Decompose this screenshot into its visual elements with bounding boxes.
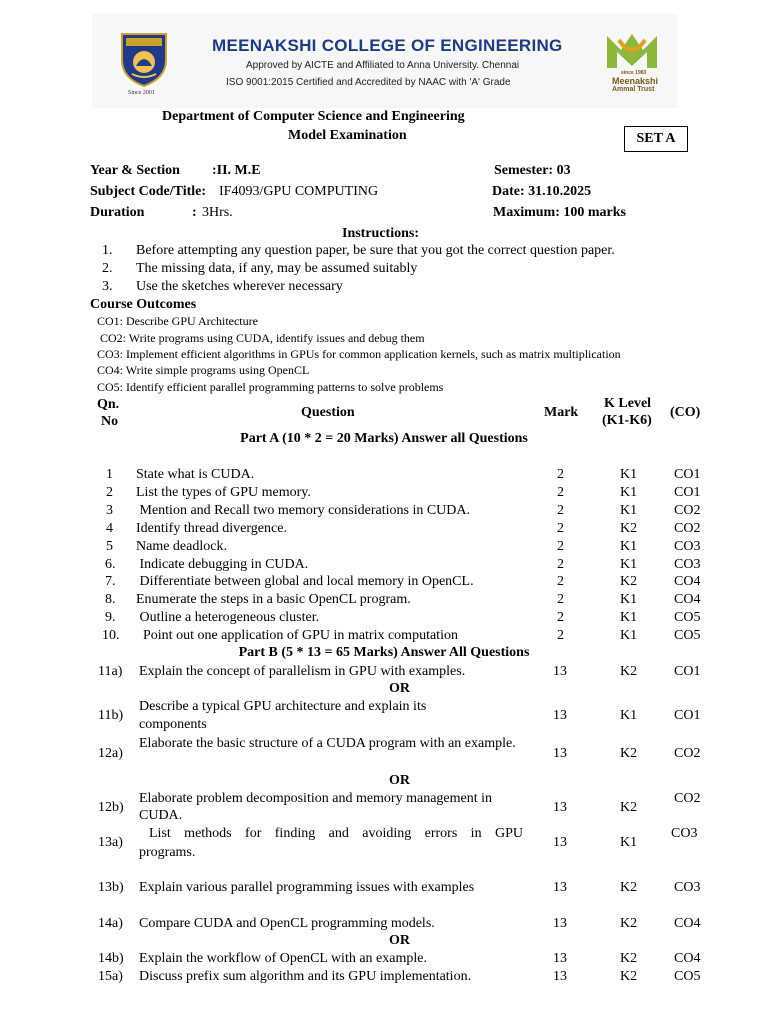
question-k-level: K2 bbox=[620, 951, 638, 966]
question-mark: 2 bbox=[557, 467, 564, 482]
question-text: Explain the concept of parallelism in GPU with examples. bbox=[139, 664, 466, 679]
question-course-outcome: CO4 bbox=[674, 951, 701, 966]
question-k-level: K1 bbox=[620, 503, 638, 518]
question-text: Compare CUDA and OpenCL programming models. bbox=[139, 916, 435, 931]
question-k-level: K2 bbox=[620, 664, 638, 679]
department-title: Department of Computer Science and Engineering bbox=[162, 109, 465, 124]
co-header: (CO) bbox=[670, 405, 701, 420]
year-section-label: Year & Section bbox=[90, 163, 180, 178]
subject-value: IF4093/GPU COMPUTING bbox=[219, 184, 379, 199]
question-text: Identify thread divergence. bbox=[136, 521, 287, 536]
question-text: Explain various parallel programming issues with examples bbox=[139, 880, 475, 895]
question-course-outcome: CO5 bbox=[674, 628, 701, 643]
question-mark: 2 bbox=[557, 485, 564, 500]
question-k-level: K1 bbox=[620, 835, 638, 850]
klevel-header-line1: K Level bbox=[604, 396, 652, 411]
question-mark: 13 bbox=[553, 708, 567, 723]
question-k-level: K1 bbox=[620, 610, 638, 625]
duration-label: Duration bbox=[90, 205, 145, 220]
instruction-text: Use the sketches wherever necessary bbox=[136, 279, 343, 294]
trust-since: since 1983 bbox=[621, 70, 647, 76]
question-course-outcome: CO2 bbox=[674, 746, 701, 761]
question-text: State what is CUDA. bbox=[136, 467, 255, 482]
exam-date: Date: 31.10.2025 bbox=[492, 184, 592, 199]
question-text: Enumerate the steps in a basic OpenCL program. bbox=[136, 592, 411, 607]
question-course-outcome: CO3 bbox=[671, 826, 698, 841]
question-number: 12b) bbox=[98, 800, 124, 815]
question-k-level: K2 bbox=[620, 880, 638, 895]
question-course-outcome: CO1 bbox=[674, 467, 701, 482]
instruction-number: 2. bbox=[102, 261, 113, 276]
question-k-level: K1 bbox=[620, 708, 638, 723]
question-course-outcome: CO4 bbox=[674, 574, 701, 589]
or-separator: OR bbox=[389, 933, 410, 948]
question-course-outcome: CO2 bbox=[674, 503, 701, 518]
college-name: MEENAKSHI COLLEGE OF ENGINEERING bbox=[212, 36, 563, 55]
question-course-outcome: CO1 bbox=[674, 485, 701, 500]
since-text: Since 2001 bbox=[128, 90, 155, 96]
part-b-title: Part B (5 * 13 = 65 Marks) Answer All Questions bbox=[238, 645, 530, 660]
approval-line: Approved by AICTE and Affiliated to Anna University. Chennai bbox=[246, 60, 520, 71]
question-number: 12a) bbox=[98, 746, 123, 761]
question-number: 3 bbox=[106, 503, 113, 518]
question-course-outcome: CO2 bbox=[674, 521, 701, 536]
question-k-level: K2 bbox=[620, 969, 638, 984]
question-k-level: K2 bbox=[620, 800, 638, 815]
question-number: 14a) bbox=[98, 916, 123, 931]
question-k-level: K1 bbox=[620, 557, 638, 572]
question-number: 1 bbox=[106, 467, 113, 482]
question-k-level: K2 bbox=[620, 521, 638, 536]
question-text-continued: programs. bbox=[139, 845, 196, 860]
instruction-text: The missing data, if any, may be assumed suitably bbox=[136, 261, 418, 276]
question-mark: 13 bbox=[553, 916, 567, 931]
question-text-continued: CUDA. bbox=[139, 808, 183, 823]
instruction-number: 3. bbox=[102, 279, 113, 294]
question-text: Describe a typical GPU architecture and explain its bbox=[139, 699, 427, 714]
question-text: Differentiate between global and local memory in OpenCL. bbox=[136, 574, 474, 589]
question-number: 13a) bbox=[98, 835, 123, 850]
iso-line: ISO 9001:2015 Certified and Accredited by NAAC with 'A' Grade bbox=[226, 77, 511, 88]
duration-value: 3Hrs. bbox=[202, 205, 233, 220]
question-k-level: K2 bbox=[620, 746, 638, 761]
course-outcome-item: CO1: Describe GPU Architecture bbox=[97, 314, 258, 328]
question-header: Question bbox=[301, 405, 355, 420]
subject-label: Subject Code/Title: bbox=[90, 184, 207, 199]
question-mark: 13 bbox=[553, 969, 567, 984]
question-number: 9. bbox=[105, 610, 116, 625]
question-mark: 2 bbox=[557, 557, 564, 572]
question-course-outcome: CO1 bbox=[674, 664, 701, 679]
qn-header-line1: Qn. bbox=[97, 397, 120, 412]
course-outcomes-title: Course Outcomes bbox=[90, 297, 197, 312]
qn-header-line2: No bbox=[101, 414, 119, 429]
question-number: 6. bbox=[105, 557, 116, 572]
question-mark: 13 bbox=[553, 664, 567, 679]
question-mark: 2 bbox=[557, 521, 564, 536]
question-k-level: K1 bbox=[620, 628, 638, 643]
course-outcome-item: CO4: Write simple programs using OpenCL bbox=[97, 363, 310, 377]
question-k-level: K1 bbox=[620, 485, 638, 500]
question-course-outcome: CO5 bbox=[674, 610, 701, 625]
question-number: 4 bbox=[106, 521, 113, 536]
question-course-outcome: CO4 bbox=[674, 592, 701, 607]
year-section-value: :II. M.E bbox=[212, 163, 261, 178]
instruction-text: Before attempting any question paper, be sure that you got the correct question paper. bbox=[136, 243, 615, 258]
question-k-level: K1 bbox=[620, 539, 638, 554]
question-text: Indicate debugging in CUDA. bbox=[136, 557, 309, 572]
question-mark: 13 bbox=[553, 835, 567, 850]
question-mark: 2 bbox=[557, 539, 564, 554]
question-mark: 2 bbox=[557, 610, 564, 625]
question-course-outcome: CO3 bbox=[674, 539, 701, 554]
course-outcome-item: CO2: Write programs using CUDA, identify issues and debug them bbox=[100, 331, 425, 345]
question-text: Point out one application of GPU in matrix computation bbox=[136, 628, 458, 643]
question-number: 5 bbox=[106, 539, 113, 554]
trust-name: Meenakshi bbox=[612, 76, 659, 86]
klevel-header-line2: (K1-K6) bbox=[602, 413, 652, 428]
question-number: 15a) bbox=[98, 969, 123, 984]
question-k-level: K1 bbox=[620, 467, 638, 482]
question-number: 7. bbox=[105, 574, 116, 589]
question-course-outcome: CO2 bbox=[674, 791, 701, 806]
exam-title: Model Examination bbox=[288, 128, 407, 143]
or-separator: OR bbox=[389, 773, 410, 788]
or-separator: OR bbox=[389, 681, 410, 696]
question-course-outcome: CO3 bbox=[674, 880, 701, 895]
question-mark: 13 bbox=[553, 951, 567, 966]
question-text: Outline a heterogeneous cluster. bbox=[136, 610, 320, 625]
question-number: 2 bbox=[106, 485, 113, 500]
trust-m-logo bbox=[603, 30, 661, 70]
question-mark: 13 bbox=[553, 880, 567, 895]
question-text: List methods for finding and avoiding errors in GPU bbox=[149, 826, 523, 841]
question-course-outcome: CO3 bbox=[674, 557, 701, 572]
question-text-continued: components bbox=[139, 717, 207, 732]
question-course-outcome: CO4 bbox=[674, 916, 701, 931]
question-k-level: K2 bbox=[620, 916, 638, 931]
course-outcome-item: CO3: Implement efficient algorithms in GPUs for common application kernels, such as matrix multiplication bbox=[97, 347, 621, 361]
question-mark: 13 bbox=[553, 746, 567, 761]
question-mark: 2 bbox=[557, 592, 564, 607]
question-text: Elaborate the basic structure of a CUDA program with an example. bbox=[139, 736, 516, 751]
duration-colon: : bbox=[192, 205, 197, 220]
part-a-title: Part A (10 * 2 = 20 Marks) Answer all Questions bbox=[240, 431, 528, 446]
maximum-marks: Maximum: 100 marks bbox=[493, 205, 626, 220]
question-k-level: K1 bbox=[620, 592, 638, 607]
question-number: 8. bbox=[105, 592, 116, 607]
instructions-title: Instructions: bbox=[342, 226, 420, 241]
question-course-outcome: CO1 bbox=[674, 708, 701, 723]
mark-header: Mark bbox=[544, 405, 579, 420]
question-text: Mention and Recall two memory considerations in CUDA. bbox=[136, 503, 470, 518]
question-number: 11b) bbox=[98, 708, 124, 723]
question-text: Discuss prefix sum algorithm and its GPU implementation. bbox=[139, 969, 472, 984]
question-k-level: K2 bbox=[620, 574, 638, 589]
question-number: 13b) bbox=[98, 880, 124, 895]
instruction-number: 1. bbox=[102, 243, 113, 258]
set-badge: SET A bbox=[624, 126, 688, 152]
question-mark: 13 bbox=[553, 800, 567, 815]
question-text: Elaborate problem decomposition and memory management in bbox=[139, 791, 493, 806]
question-text: List the types of GPU memory. bbox=[136, 485, 311, 500]
question-number: 11a) bbox=[98, 664, 123, 679]
question-number: 14b) bbox=[98, 951, 124, 966]
question-text: Explain the workflow of OpenCL with an example. bbox=[139, 951, 427, 966]
course-outcome-item: CO5: Identify efficient parallel programming patterns to solve problems bbox=[97, 380, 444, 394]
college-emblem-logo bbox=[118, 30, 170, 88]
semester: Semester: 03 bbox=[494, 163, 571, 178]
question-number: 10. bbox=[102, 628, 120, 643]
question-text: Name deadlock. bbox=[136, 539, 227, 554]
question-mark: 2 bbox=[557, 628, 564, 643]
question-mark: 2 bbox=[557, 574, 564, 589]
question-mark: 2 bbox=[557, 503, 564, 518]
question-course-outcome: CO5 bbox=[674, 969, 701, 984]
trust-subname: Ammal Trust bbox=[612, 86, 655, 93]
